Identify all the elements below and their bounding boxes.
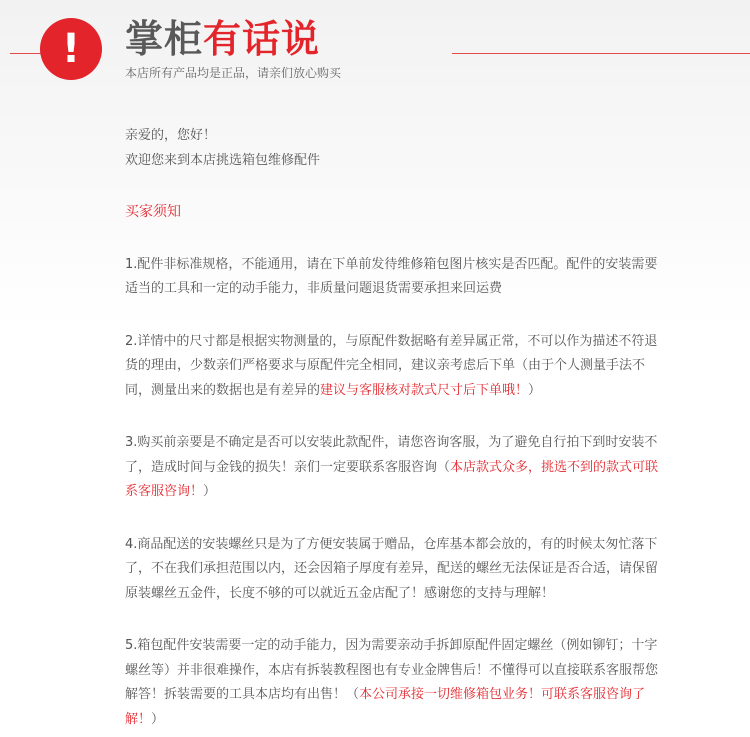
exclamation-icon: !: [40, 18, 102, 80]
header-divider-right: [452, 53, 750, 54]
note-5-tail: ）: [151, 711, 165, 727]
note-2: [125, 330, 665, 404]
note-5: [125, 634, 665, 732]
title-part-red: 有话说: [203, 17, 321, 61]
note-3-tail: ）: [203, 484, 217, 499]
note-1: [125, 253, 665, 302]
title-part-dark: 掌柜: [125, 17, 204, 61]
note-1-text: 1.配件非标准规格，不能通用，请在下单前发待维修箱包图片核实是否匹配。配件的安装需要适当的工具和一定的动手能力，非质量问题退货需要承担来回运费: [125, 256, 658, 296]
note-2-tail: ）: [528, 382, 542, 398]
note-5-text: 5.箱包配件安装需要一定的动手能力，因为需要亲动手拆卸原配件固定螺丝（例如铆钉；十字螺丝等）并非很难操作，本店有拆装教程图也有专业金牌售后！不懂得可以直接联系客服帮您解答！拆装需要的工具本店均有出售！（: [125, 638, 659, 702]
page-title: [125, 14, 320, 64]
note-2-highlight: 建议与客服核对款式尺寸后下单哦！: [320, 382, 529, 398]
note-4-text: 4.商品配送的安装螺丝只是为了方便安装属于赠品，仓库基本都会放的，有的时候太匆忙落下了，不在我们承担范围以内，还会因箱子厚度有差异，配送的螺丝无法保证是否合适，请保留原装螺丝五金件，长度不够的可以就近五金店配了！感谢您的支持与理解！: [125, 536, 659, 601]
greeting-line-2: 欢迎您来到本店挑选箱包维修配件: [125, 152, 321, 168]
page-subtitle: 本店所有产品均是正品，请亲们放心购买: [125, 66, 342, 80]
note-5-highlight: 本公司承接一切维修箱包业务！可联系客服咨询了解！: [125, 687, 646, 727]
note-2-text: 2.详情中的尺寸都是根据实物测量的，与原配件数据略有差异属正常，不可以作为描述不符退货的理由，少数亲们严格要求与原配件完全相同，建议亲考虑后下单（由于个人测量手法不同，测量出来的数据也是有差异的: [125, 333, 658, 398]
note-3-text: 3.购买前亲要是不确定是否可以安装此款配件，请您咨询客服，为了避免自行拍下到时安装不了，造成时间与金钱的损失！亲们一定要联系客服咨询（: [125, 435, 658, 475]
greeting-line-1: 亲爱的，您好！: [125, 128, 217, 143]
notice-content: [125, 124, 665, 732]
note-3-highlight: 本店款式众多，挑选不到的款式可联系客服咨询！: [125, 459, 659, 499]
note-3: [125, 431, 665, 505]
note-4: [125, 533, 665, 607]
section-title: 买家须知: [125, 204, 181, 220]
